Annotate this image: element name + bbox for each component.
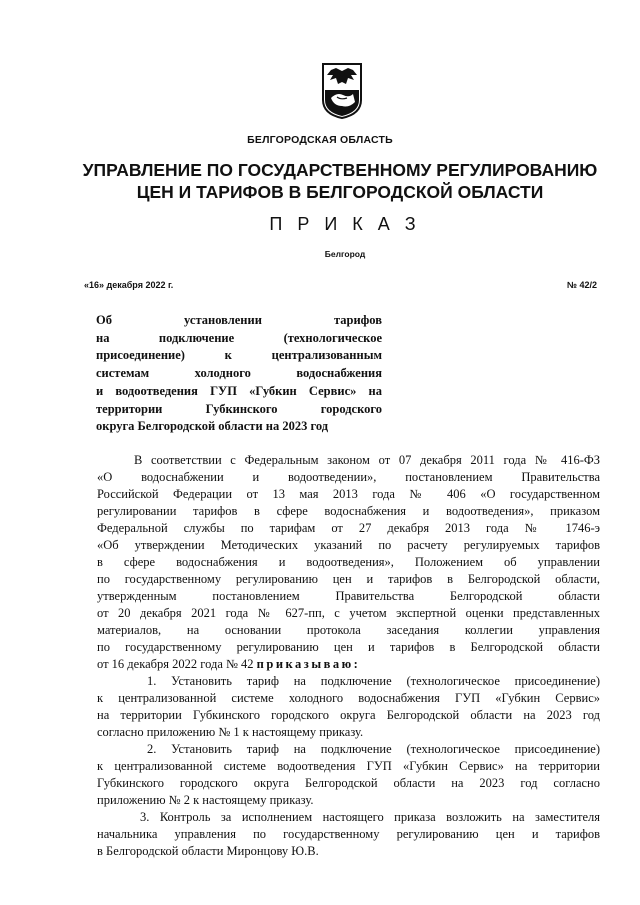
body-line: согласно приложению № 1 к настоящему приказу. — [97, 725, 364, 739]
document-body — [97, 452, 600, 860]
department-name-line-2: ЦЕН И ТАРИФОВ В БЕЛГОРОДСКОЙ ОБЛАСТИ — [136, 182, 544, 202]
document-title — [96, 312, 382, 436]
body-line: В соответствии с Федеральным законом от 07 декабря 2011 года № 416-ФЗ — [134, 453, 600, 467]
body-line: Российской Федерации от 13 мая 2013 года № 406 «О государственном — [97, 487, 600, 501]
order-item-2 — [97, 741, 600, 809]
preamble-paragraph — [97, 452, 600, 673]
body-line: 1. Установить тариф на подключение (технологическое присоединение) — [147, 674, 600, 688]
title-line: и водоотведения ГУП «Губкин Сервис» на — [96, 383, 382, 398]
title-line: на подключение (технологическое — [96, 330, 382, 345]
body-line: регулировании тарифов в сфере водоснабжения и водоотведения», приказом — [97, 504, 600, 518]
title-line: присоединение) к централизованным — [96, 348, 382, 363]
city-name: Белгород — [324, 249, 366, 259]
document-number: № 42/2 — [566, 280, 597, 290]
title-line: округа Белгородской области на 2023 год — [96, 419, 329, 434]
body-line: Губкинского городского округа Белгородской области на 2023 год согласно — [97, 776, 600, 790]
title-line: территории Губкинского городского — [96, 401, 382, 416]
body-line: начальника управления по государственному регулированию цен и тарифов — [97, 827, 600, 841]
body-line: в Белгородской области Миронцову Ю.В. — [97, 844, 319, 858]
order-item-1 — [97, 673, 600, 741]
region-name: БЕЛГОРОДСКАЯ ОБЛАСТЬ — [247, 134, 393, 146]
body-line-last — [97, 656, 600, 673]
title-line: системам холодного водоснабжения — [96, 366, 382, 381]
coat-of-arms-emblem — [321, 62, 363, 120]
body-line: Федеральной службы по тарифам от 27 декабря 2013 года № 1746-э — [97, 521, 600, 535]
body-line: «О водоснабжении и водоотведении», постановлением Правительства — [97, 470, 600, 484]
department-name-line-1: УПРАВЛЕНИЕ ПО ГОСУДАРСТВЕННОМУ РЕГУЛИРОВАНИЮ — [82, 160, 598, 180]
order-word: приказываю: — [256, 657, 361, 671]
body-line: по государственному регулированию цен и тарифов в Белгородской области, — [97, 572, 600, 586]
document-type: П Р И К А З — [269, 214, 421, 234]
body-line: от 20 декабря 2021 года № 627-пп, с учетом экспертной оценки представленных — [97, 606, 600, 620]
body-line: 2. Установить тариф на подключение (технологическое присоединение) — [147, 742, 600, 756]
preamble-last-text: от 16 декабря 2022 года № 42 — [97, 657, 254, 671]
title-line: Об установлении тарифов — [96, 313, 382, 327]
document-date: «16» декабря 2022 г. — [84, 280, 174, 290]
order-item-3 — [97, 809, 600, 860]
body-line: утвержденным постановлением Правительства Белгородской области — [97, 589, 600, 603]
body-line: приложению № 2 к настоящему приказу. — [97, 793, 314, 807]
body-line: к централизованной системе холодного водоснабжения ГУП «Губкин Сервис» — [97, 691, 600, 705]
body-line: 3. Контроль за исполнением настоящего приказа возложить на заместителя — [140, 810, 600, 824]
body-line: к централизованной системе водоотведения ГУП «Губкин Сервис» на территории — [97, 759, 600, 773]
body-line: в сфере водоснабжения и водоотведения», Положением об управлении — [97, 555, 600, 569]
body-line: материалов, на основании протокола заседания коллегии управления — [97, 623, 600, 637]
body-line: на территории Губкинского городского округа Белгородской области на 2023 год — [97, 708, 600, 722]
body-line: по государственному регулированию цен и тарифов в Белгородской области — [97, 640, 600, 654]
body-line: «Об утверждении Методических указаний по расчету регулируемых тарифов — [97, 538, 600, 552]
